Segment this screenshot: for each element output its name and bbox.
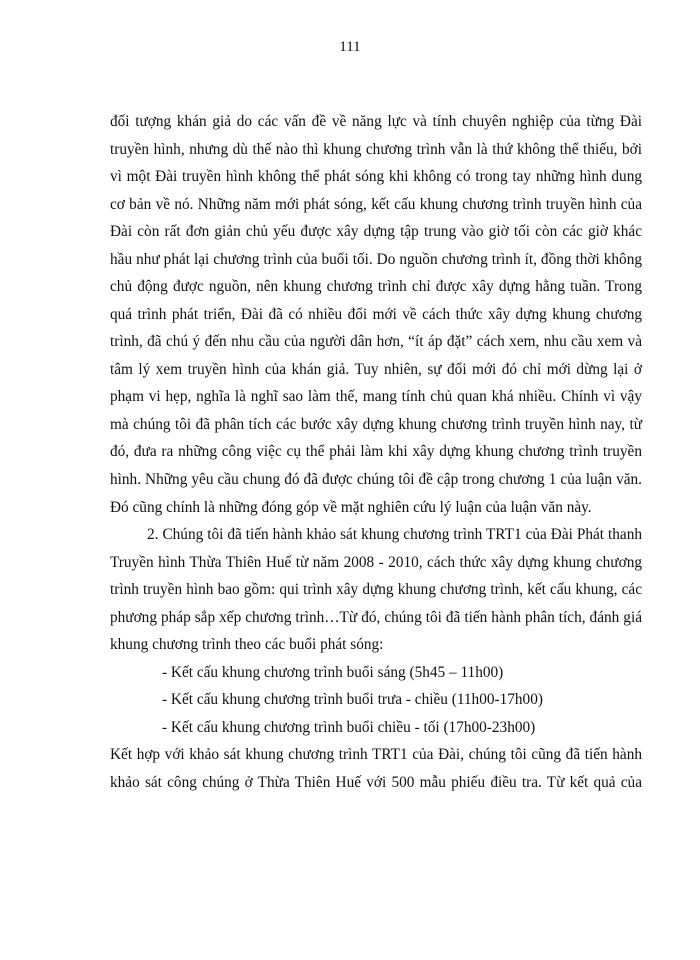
text-line: tâm lý xem truyền hình của khán giả. Tuy nhiên, sự đổi mới đó chỉ mới dừng lại ở <box>110 360 642 378</box>
text-line: Truyền hình Thừa Thiên Huế từ năm 2008 - 2010, cách thức xây dựng khung chương <box>110 553 642 571</box>
text-line: Đài còn rất đơn giản chủ yếu được xây dựng tập trung vào giờ tối còn các giờ khác <box>110 223 642 241</box>
text-line: Kết hợp với khảo sát khung chương trình TRT1 của Đài, chúng tôi cũng đã tiến hành <box>110 746 642 764</box>
text-line: phương pháp sắp xếp chương trình…Từ đó, chúng tôi đã tiến hành phân tích, đánh giá <box>110 608 642 626</box>
text-line: đối tượng khán giả do các vấn đề về năng lực và tính chuyên nghiệp của từng Đài <box>110 113 642 130</box>
page-number: 111 <box>339 39 361 55</box>
text-line: Đó cũng chính là những đóng góp về mặt nghiên cứu lý luận của luận văn này. <box>110 498 592 516</box>
list-item: - Kết cấu khung chương trình buổi chiều - tối (17h00-23h00) <box>162 718 536 736</box>
text-line: khảo sát công chúng ở Thừa Thiên Huế với 500 mẫu phiếu điều tra. Từ kết quả của <box>110 773 642 791</box>
list-item: - Kết cấu khung chương trình buổi sáng (5h45 – 11h00) <box>162 663 504 681</box>
text-line: đó, đưa ra những công việc cụ thể phải làm khi xây dựng khung chương trình truyền <box>110 443 642 461</box>
text-line: 2. Chúng tôi đã tiến hành khảo sát khung chương trình TRT1 của Đài Phát thanh <box>147 526 642 544</box>
list-item: - Kết cấu khung chương trình buổi trưa - chiều (11h00-17h00) <box>162 691 543 709</box>
text-line: phạm vi hẹp, nghĩa là nghĩ sao làm thế, mang tính chủ quan khá nhiều. Chính vì vậy <box>110 388 642 406</box>
text-line: chủ động được nguồn, nên khung chương trình chỉ được xây dựng hằng tuần. Trong <box>110 278 642 296</box>
text-line: hình. Những yêu cầu chung đó đã được chúng tôi đề cập trong chương 1 của luận văn. <box>110 471 642 489</box>
text-line: khung chương trình theo các buổi phát sóng: <box>110 636 384 654</box>
text-line: mà chúng tôi đã phân tích các bước xây dựng khung chương trình truyền hình nay, từ <box>110 415 642 433</box>
text-line: trình truyền hình bao gồm: qui trình xây dựng khung chương trình, kết cấu khung, các <box>110 581 642 599</box>
text-line: quá trình phát triển, Đài đã có nhiều đổi mới về cách thức xây dựng khung chương <box>110 305 642 323</box>
text-line: trình, đã chú ý đến nhu cầu của người dân hơn, “ít áp đặt” cách xem, nhu cầu xem và <box>110 333 642 351</box>
text-line: truyền hình, nhưng dù thế nào thì khung chương trình vẫn là thứ không thể thiếu, bởi <box>110 140 642 158</box>
text-line: cơ bản về nó. Những năm mới phát sóng, kết cấu khung chương trình truyền hình của <box>110 195 642 213</box>
text-line: vì một Đài truyền hình không thể phát sóng khi không có trong tay những hình dung <box>110 168 642 186</box>
text-line: hầu như phát lại chương trình của buổi tối. Do nguồn chương trình ít, đồng thời không <box>110 250 642 268</box>
